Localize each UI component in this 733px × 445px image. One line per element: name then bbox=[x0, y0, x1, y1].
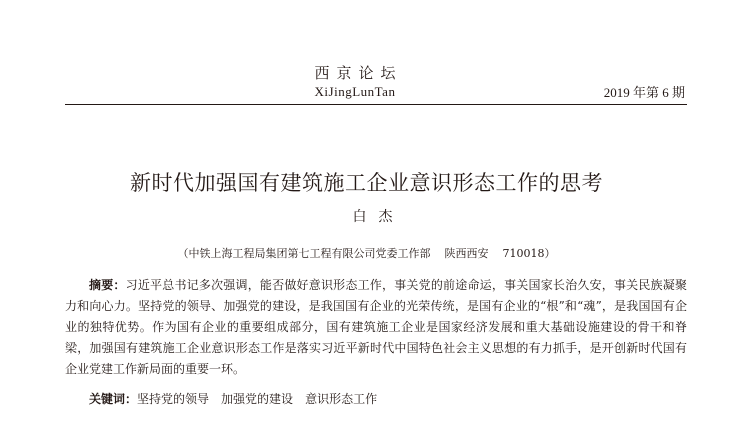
journal-masthead bbox=[260, 64, 450, 100]
keywords: 关键词：坚持党的领导 加强党的建设 意识形态工作 bbox=[89, 392, 378, 406]
journal-name-cn: 西京论坛 bbox=[314, 64, 403, 82]
journal-name-en: XiJingLunTan bbox=[314, 84, 396, 99]
keywords-label: 关键词 bbox=[89, 392, 126, 406]
abstract: 摘要：习近平总书记多次强调，能否做好意识形态工作，事关党的前途命运，事关国家长治久安，事关民族凝聚力和向心力。坚持党的领导、加强党的建设，是我国国有企业的光荣传统，是国有企业的“根”和“魂”，是我国国有企业的独特优势。作为国有企业的重要组成部分，国有建筑施工企业是国家经济发展和重大基础设施建设的骨干和脊梁，加强国有建筑施工企业意识形态工作是落实习近平新时代中国特色社会主义思想的有力抓手，是开创新时代国有企业党建工作新局面的重要一环。 bbox=[65, 278, 687, 376]
abstract-text: 习近平总书记多次强调，能否做好意识形态工作，事关党的前途命运，事关国家长治久安，事关民族凝聚力和向心力。坚持党的领导、加强党的建设，是我国国有企业的光荣传统，是国有企业的“根”和“魂”，是我国国有企业的独特优势。作为国有企业的重要组成部分，国有建筑施工企业是国家经济发展和重大基础设施建设的骨干和脊梁，加强国有建筑施工企业意识形态工作是落实习近平新时代中国特色社会主义思想的有力抓手，是开创新时代国有企业党建工作新局面的重要一环。 bbox=[65, 278, 687, 376]
header-rule bbox=[65, 104, 687, 105]
affiliation-org: 中铁上海工程局集团第七工程有限公司党委工作部 bbox=[188, 247, 431, 260]
article-title: 新时代加强国有建筑施工企业意识形态工作的思考 bbox=[130, 171, 603, 195]
keyword-item: 加强党的建设 bbox=[221, 392, 294, 406]
article-author: 白杰 bbox=[352, 209, 405, 225]
issue-number: 2019 年第 6 期 bbox=[603, 85, 685, 100]
affiliation-city: 陕西西安 bbox=[444, 247, 489, 260]
affiliation-postcode: 710018 bbox=[502, 247, 545, 260]
author-affiliation: （中铁上海工程局集团第七工程有限公司党委工作部 陕西西安 710018） bbox=[177, 247, 556, 260]
keyword-item: 坚持党的领导 bbox=[137, 392, 210, 406]
keyword-item: 意识形态工作 bbox=[305, 392, 378, 406]
abstract-label: 摘要 bbox=[89, 278, 114, 292]
